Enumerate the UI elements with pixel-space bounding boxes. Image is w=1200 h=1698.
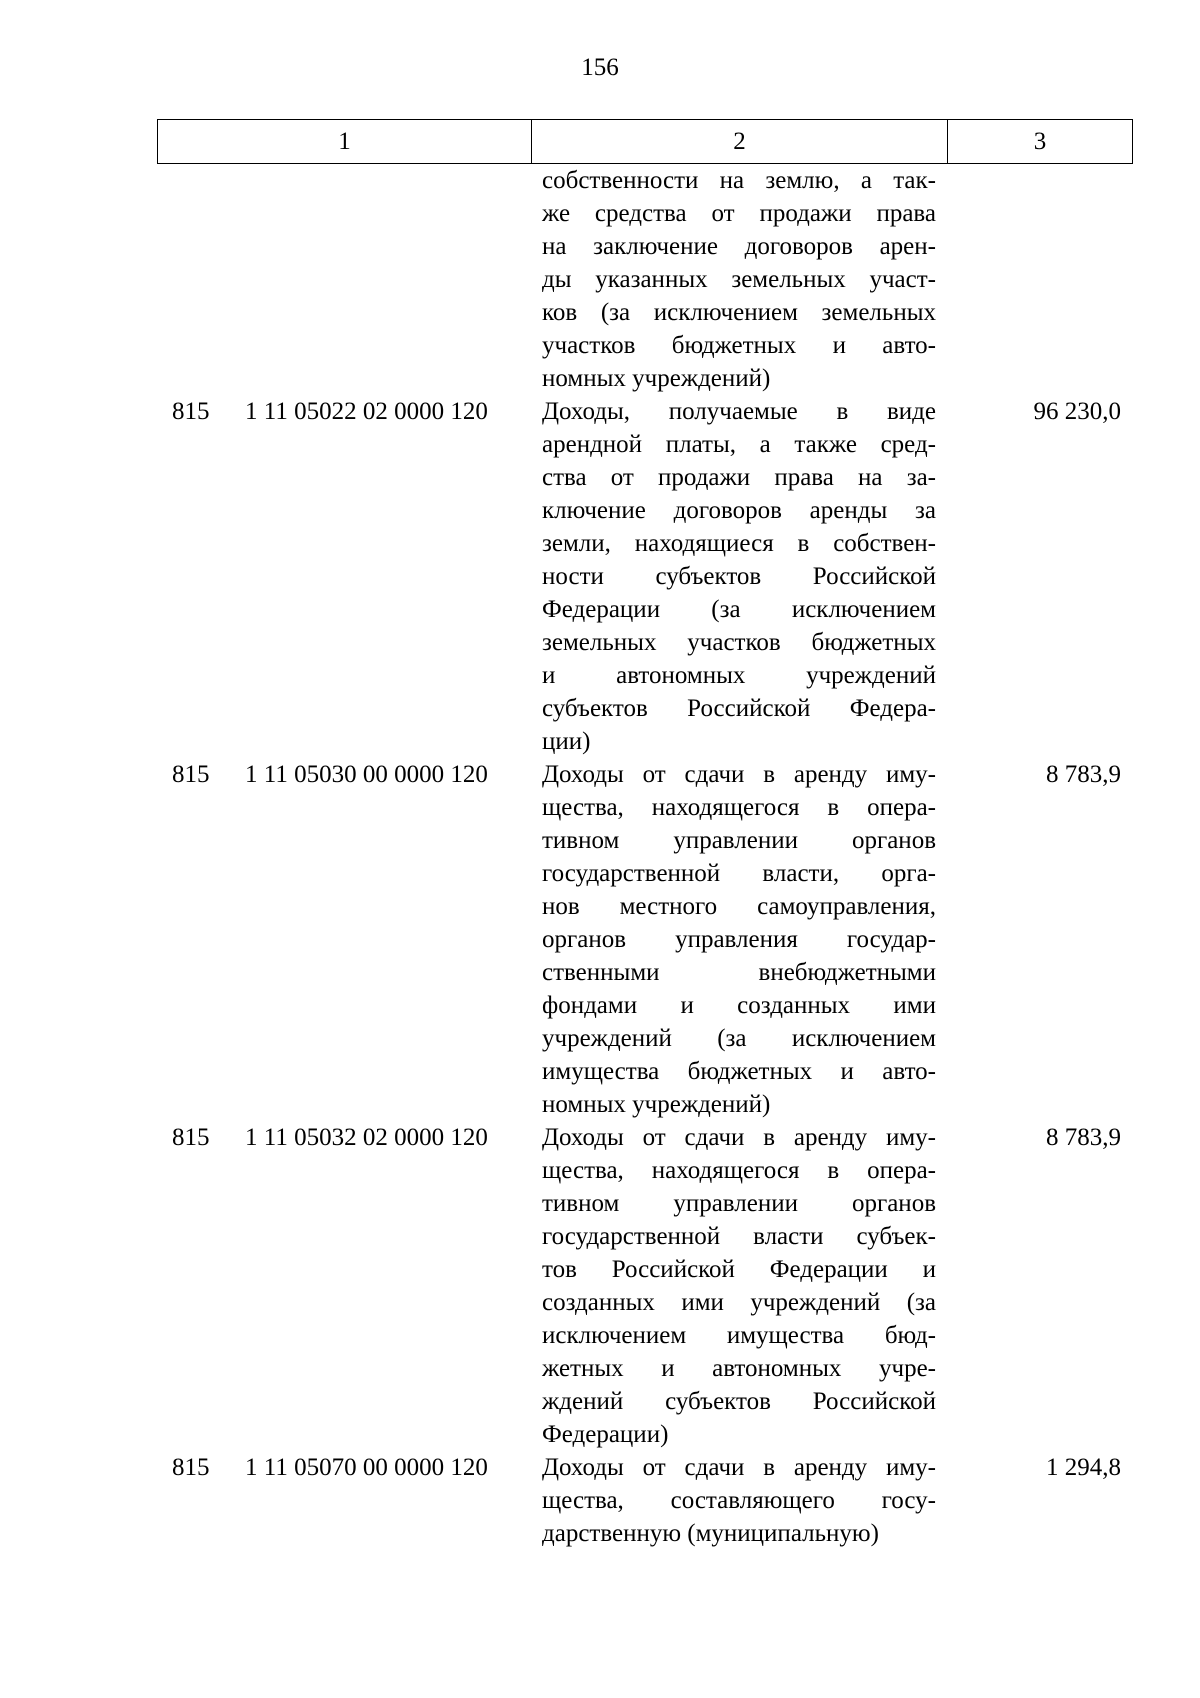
desc-line: же средства от продажи права <box>542 200 936 227</box>
header-col-1: 1 <box>338 127 351 155</box>
amount: 1 294,8 <box>1046 1454 1121 1481</box>
desc-line: номных учреждений) <box>542 365 771 392</box>
desc-line: субъектов Российской Федера- <box>542 695 936 722</box>
table-row <box>157 1121 1133 1451</box>
description <box>542 1121 936 1451</box>
admin-code: 815 <box>172 398 210 425</box>
desc-line: дарственную (муниципальную) <box>542 1520 879 1547</box>
admin-code: 815 <box>172 761 210 788</box>
desc-line: ности субъектов Российской <box>542 563 936 590</box>
desc-line: Федерации (за исключением <box>542 596 936 623</box>
desc-line: земельных участков бюджетных <box>542 629 936 656</box>
amount: 96 230,0 <box>1033 398 1121 425</box>
budget-code: 1 11 05030 00 0000 120 <box>245 761 488 788</box>
desc-line: Доходы, получаемые в виде <box>542 398 936 425</box>
desc-line: исключением имущества бюд- <box>542 1322 936 1349</box>
budget-code: 1 11 05070 00 0000 120 <box>245 1454 488 1481</box>
table-row <box>157 395 1133 758</box>
table-body <box>157 164 1133 1550</box>
desc-line: ков (за исключением земельных <box>542 299 936 326</box>
desc-line: ства от продажи права на за- <box>542 464 936 491</box>
desc-line: органов управления государ- <box>542 926 936 953</box>
desc-line: участков бюджетных и авто- <box>542 332 936 359</box>
desc-line: тивном управлении органов <box>542 1190 936 1217</box>
header-col-3: 3 <box>947 120 1132 163</box>
desc-line: ключение договоров аренды за <box>542 497 936 524</box>
desc-line: на заключение договоров арен- <box>542 233 936 260</box>
desc-line: Доходы от сдачи в аренду иму- <box>542 761 936 788</box>
budget-code: 1 11 05032 02 0000 120 <box>245 1124 488 1151</box>
table-row <box>157 1451 1133 1550</box>
desc-line: учреждений (за исключением <box>542 1025 936 1052</box>
desc-line: номных учреждений) <box>542 1091 771 1118</box>
desc-line: собственности на землю, а так- <box>542 167 936 194</box>
table-header <box>157 119 1133 164</box>
desc-line: имущества бюджетных и авто- <box>542 1058 936 1085</box>
amount: 8 783,9 <box>1046 1124 1121 1151</box>
desc-line: государственной власти, орга- <box>542 860 936 887</box>
desc-line: государственной власти субъек- <box>542 1223 936 1250</box>
desc-line: щества, составляющего госу- <box>542 1487 936 1514</box>
table-row <box>157 758 1133 1121</box>
admin-code: 815 <box>172 1454 210 1481</box>
page-number: 156 <box>581 54 619 81</box>
desc-line: тивном управлении органов <box>542 827 936 854</box>
desc-line: и автономных учреждений <box>542 662 936 689</box>
desc-line: ственными внебюджетными <box>542 959 936 986</box>
desc-line: фондами и созданных ими <box>542 992 936 1019</box>
desc-line: земли, находящиеся в собствен- <box>542 530 936 557</box>
desc-line: жетных и автономных учре- <box>542 1355 936 1382</box>
desc-line: ды указанных земельных участ- <box>542 266 936 293</box>
description <box>542 395 936 758</box>
desc-line: ждений субъектов Российской <box>542 1388 936 1415</box>
continuation-description <box>542 164 936 395</box>
desc-line: ции) <box>542 728 591 755</box>
continuation-row <box>157 164 1133 395</box>
header-col-2: 2 <box>531 120 947 163</box>
desc-line: Доходы от сдачи в аренду иму- <box>542 1454 936 1481</box>
desc-line: щества, находящегося в опера- <box>542 1157 936 1184</box>
desc-line: Федерации) <box>542 1421 669 1448</box>
desc-line: щества, находящегося в опера- <box>542 794 936 821</box>
desc-line: Доходы от сдачи в аренду иму- <box>542 1124 936 1151</box>
description <box>542 1451 936 1550</box>
desc-line: тов Российской Федерации и <box>542 1256 936 1283</box>
description <box>542 758 936 1121</box>
desc-line: нов местного самоуправления, <box>542 893 936 920</box>
desc-line: арендной платы, а также сред- <box>542 431 936 458</box>
budget-code: 1 11 05022 02 0000 120 <box>245 398 488 425</box>
amount: 8 783,9 <box>1046 761 1121 788</box>
desc-line: созданных ими учреждений (за <box>542 1289 936 1316</box>
admin-code: 815 <box>172 1124 210 1151</box>
